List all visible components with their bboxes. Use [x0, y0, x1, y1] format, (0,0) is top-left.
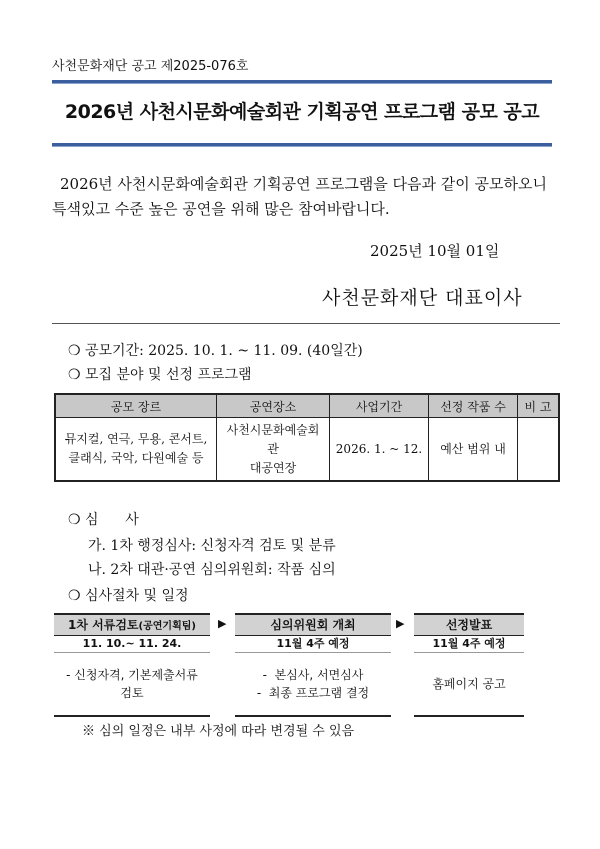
venue-line: 사천시문화예술회관	[226, 422, 320, 456]
table-header-row	[55, 394, 559, 418]
step-title-sub: (공연기획팀)	[138, 621, 196, 632]
step-date: 11월 4주 예정	[235, 636, 391, 653]
header-genre: 공모 장르	[55, 394, 217, 418]
schedule-item: ❍ 심사절차 및 일정	[68, 588, 189, 604]
genre-line: 뮤지컬, 연극, 무용, 콘서트,	[64, 432, 208, 446]
genre-line: 클래식, 국악, 다원예술 등	[68, 451, 204, 465]
table-row	[55, 418, 559, 482]
notice-number: 사천문화재단 공고 제2025-076호	[52, 59, 249, 74]
step-title: 선정발표	[414, 613, 524, 636]
step-date: 11월 4주 예정	[414, 636, 524, 653]
step-body	[54, 653, 210, 717]
cell-venue	[217, 418, 330, 482]
arrow-icon: ▶	[396, 617, 405, 630]
step-document-review	[54, 613, 210, 717]
title-rule-top-thin	[52, 83, 552, 84]
venue-line: 대공연장	[249, 460, 297, 475]
notice-date: 2025년 10월 01일	[370, 242, 500, 260]
step-title: 심의위원회 개최	[235, 613, 391, 636]
intro-paragraph: 2026년 사천시문화예술회관 기획공연 프로그램을 다음과 같이 공모하오니 특색있고 수준 높은 공연을 위해 많은 참여바랍니다.	[52, 175, 547, 218]
signature: 사천문화재단 대표이사	[322, 287, 523, 309]
header-note: 비 고	[518, 394, 560, 418]
arrow-icon: ▶	[218, 617, 227, 630]
header-count: 선정 작품 수	[429, 394, 518, 418]
page-title: 2026년 사천시문화예술회관 기획공연 프로그램 공모 공고	[64, 101, 540, 123]
step-body-line: 검토	[120, 686, 144, 700]
header-period: 사업기간	[330, 394, 429, 418]
cell-period: 2026. 1. ~ 12.	[330, 418, 429, 482]
header-venue: 공연장소	[217, 394, 330, 418]
step-date: 11. 10.~ 11. 24.	[54, 636, 210, 653]
section-divider	[52, 323, 560, 324]
cell-count: 예산 범위 내	[429, 418, 518, 482]
program-table	[54, 393, 560, 482]
review-item: ❍ 심 사	[68, 512, 139, 528]
step-announcement	[414, 613, 524, 717]
period-item: ❍ 공모기간: 2025. 10. 1. ~ 11. 09. (40일간)	[68, 343, 363, 359]
step-body-line: - 본심사, 서면심사	[262, 668, 364, 682]
step-committee	[235, 613, 391, 717]
step-title	[54, 613, 210, 636]
step-body	[235, 653, 391, 717]
title-rule-bottom-thin	[52, 146, 552, 147]
review-step-1: 가. 1차 행정심사: 신청자격 검토 및 분류	[88, 538, 336, 554]
footnote: ※ 심의 일정은 내부 사정에 따라 변경될 수 있음	[82, 724, 355, 739]
step-body-line: - 신청자격, 기본제출서류	[66, 668, 198, 682]
cell-genre	[55, 418, 217, 482]
step-body	[414, 653, 524, 717]
step-body-line: - 최종 프로그램 결정	[256, 686, 370, 700]
review-step-2: 나. 2차 대관·공연 심의위원회: 작품 심의	[88, 562, 336, 578]
step-title-main: 1차 서류검토	[68, 618, 139, 632]
step-body-line: 홈페이지 공고	[432, 677, 506, 691]
cell-note	[518, 418, 560, 482]
fields-item: ❍ 모집 분야 및 선정 프로그램	[68, 367, 252, 383]
